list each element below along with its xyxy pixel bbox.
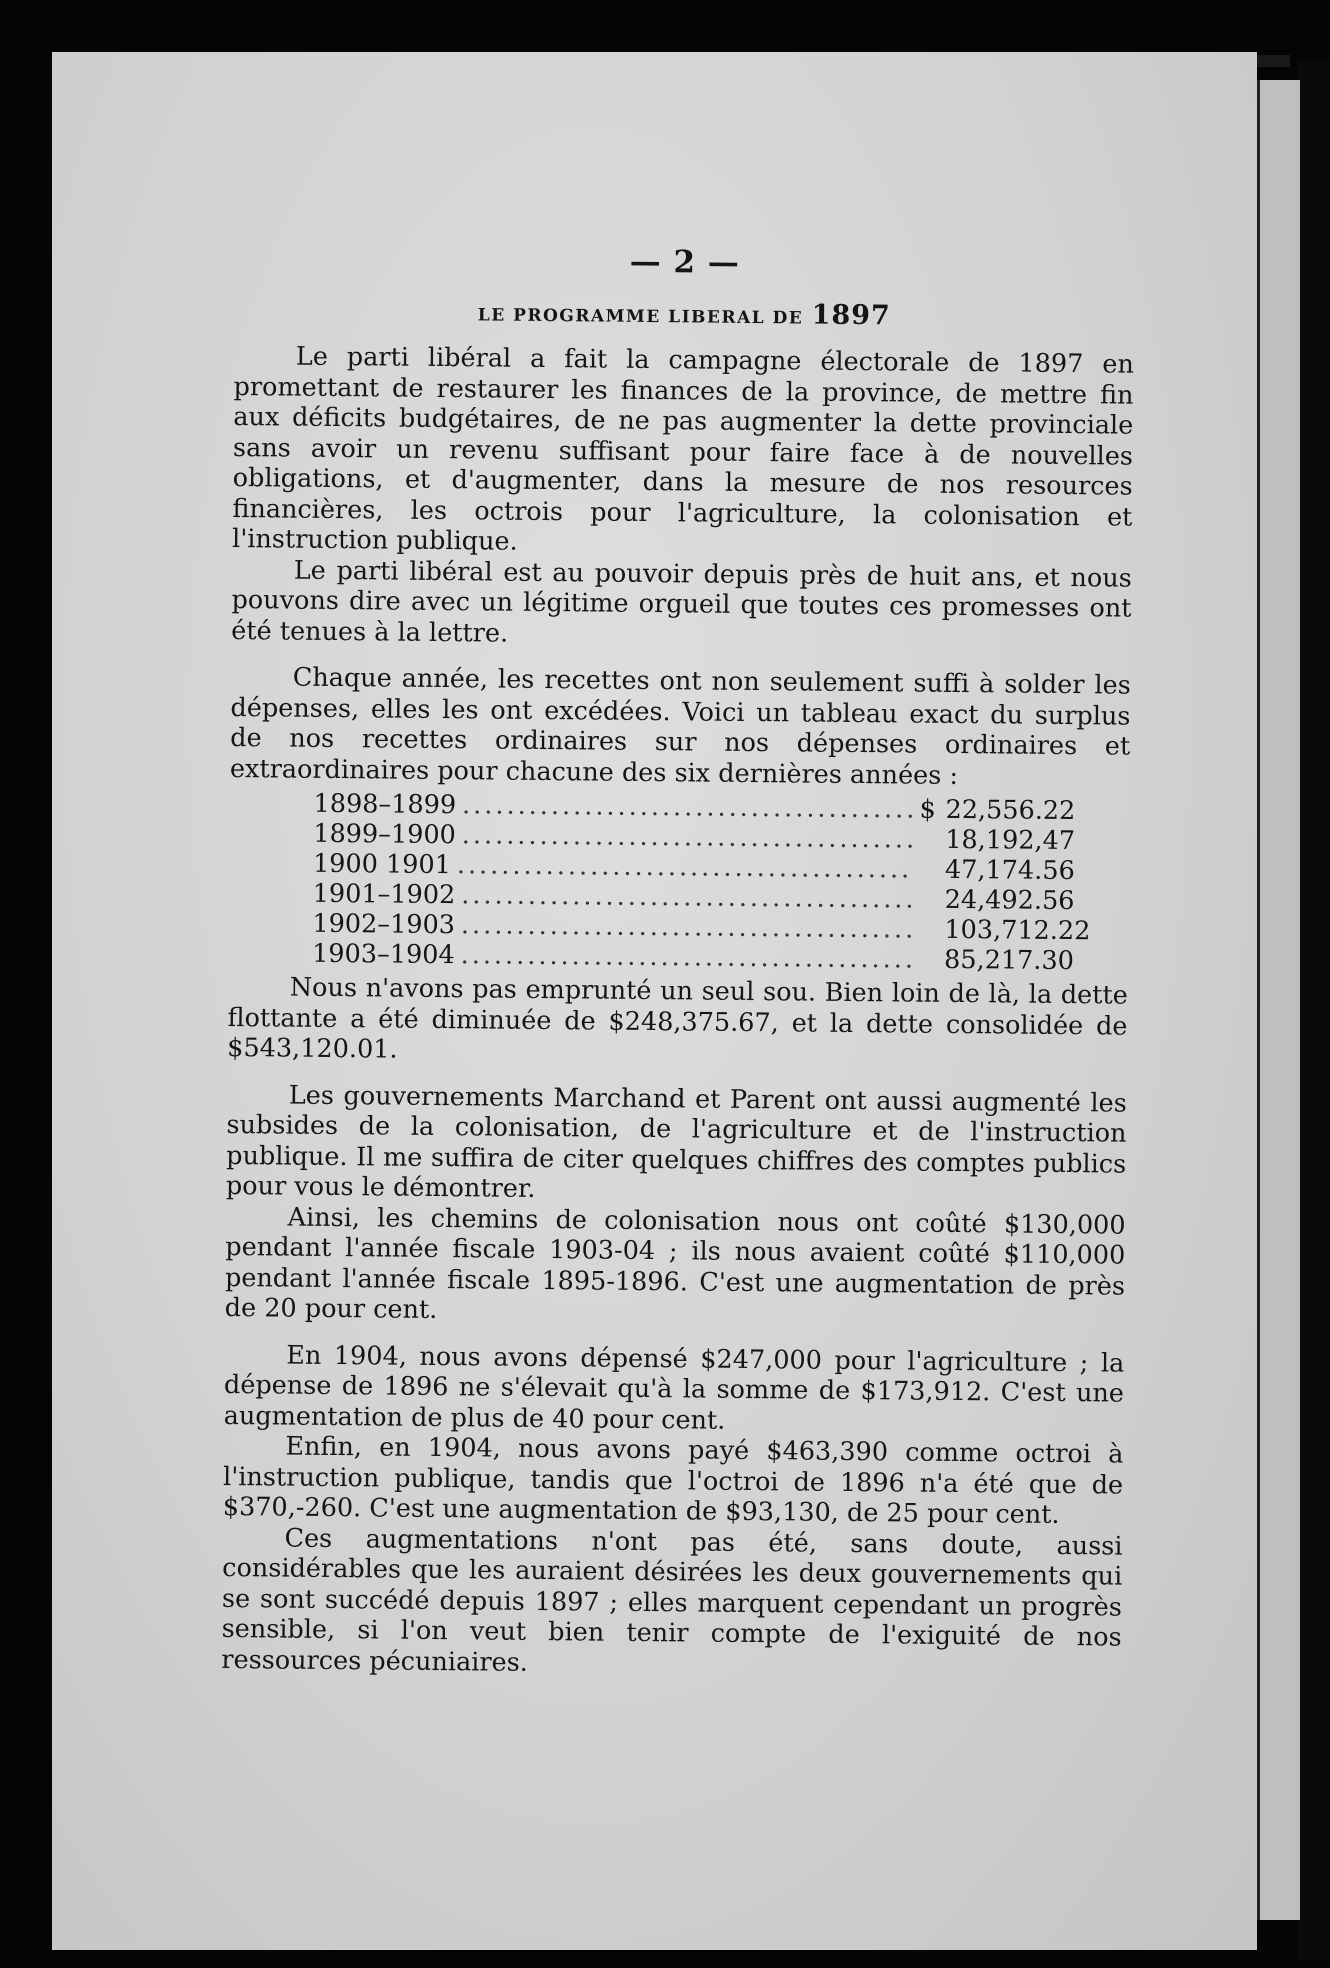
dot-leader	[457, 850, 913, 884]
heading-text: LE PROGRAMME LIBERAL DE	[477, 305, 804, 329]
table-year: 1899–1900	[313, 818, 456, 851]
table-value: 22,556.22	[945, 794, 1076, 827]
section-heading	[234, 294, 1134, 334]
paragraph: Nous n'avons pas emprunté un seul sou. Bien loin de là, la dette flottante a été diminuée de $248,375.67, et la dette consolidée de $543,120.01.	[227, 972, 1128, 1065]
dot-leader	[461, 940, 913, 974]
table-value: 24,492.56	[944, 884, 1075, 917]
table-value: 103,712.22	[944, 914, 1091, 947]
paragraph: Enfin, en 1904, nous avons payé $463,390 comme octroi à l'instruction publique, tandis que l'octroi de 1896 n'a été que de $370,-260. C'est une augmentation de $93,130, de 25 pour cent.	[222, 1431, 1124, 1530]
dot-leader	[461, 880, 913, 914]
table-year: 1901–1902	[312, 878, 456, 911]
scan-border-right	[1297, 60, 1330, 1960]
dot-leader	[461, 910, 913, 944]
table-year: 1898–1899	[313, 788, 457, 821]
table-value: 85,217.30	[943, 944, 1075, 977]
next-page-edge	[1257, 80, 1300, 1920]
page-number: — 2 —	[629, 243, 741, 281]
paragraph: Chaque année, les recettes ont non seulement suffi à solder les dépenses, elles les ont excédées. Voici un tableau exact du surplus de nos recettes ordinaires sur nos dépenses ordinaires et extraordinaires pour chacune des six dernières années :	[229, 662, 1131, 791]
table-value: 47,174.56	[944, 854, 1075, 887]
page-content	[221, 240, 1135, 1684]
paragraph: Ces augmentations n'ont pas été, sans doute, aussi considérables que les auraient désirées les deux gouvernements qui se sont succédé depuis 1897 ; elles marquent cependant un progrès sensible, si l'on veut bien tenir compte de l'exiguité de nos ressources pécuniaires.	[221, 1523, 1123, 1678]
surplus-table	[228, 788, 1130, 977]
table-year: 1903–1904	[312, 938, 455, 971]
table-year: 1902–1903	[312, 908, 456, 941]
table-value: 18,192,47	[945, 824, 1076, 857]
paragraph: Ainsi, les chemins de colonisation nous ont coûté $130,000 pendant l'année fiscale 1903-04 ; ils nous avaient coûté $110,000 pendant l'année fiscale 1895-1896. C'est une augmentation de près de 20 pour cent.	[224, 1202, 1126, 1325]
heading-year: 1897	[811, 299, 891, 332]
dot-leader	[462, 790, 914, 824]
paragraph: Les gouvernements Marchand et Parent ont aussi augmenté les subsides de la colonisation, de l'agriculture et de l'instruction publique. Il me suffira de citer quelques chiffres des comptes publics pour vous le démontrer.	[225, 1080, 1127, 1204]
table-year: 1900 1901	[312, 848, 452, 881]
paragraph: Le parti libéral est au pouvoir depuis près de huit ans, et nous pouvons dire avec un légitime orgueil que toutes ces promesses ont été tenues à la lettre.	[231, 555, 1132, 649]
paragraph: En 1904, nous avons dépensé $247,000 pour l'agriculture ; la dépense de 1896 ne s'élevait qu'à la somme de $173,912. C'est une augmentation de plus de 40 pour cent.	[223, 1340, 1125, 1436]
currency-symbol: $	[919, 794, 936, 825]
dot-leader	[462, 820, 914, 854]
paragraph: Le parti libéral a fait la campagne électorale de 1897 en promettant de restaurer les finances de la province, de mettre fin aux déficits budgétaires, de ne pas augmenter la dette provinciale sans avoir un revenu suffisant pour faire face à de nouvelles obligations, et d'augmenter, dans la mesure de nos resources financières, les octrois pour l'agriculture, la colonisation et l'instruction publique.	[231, 341, 1134, 557]
